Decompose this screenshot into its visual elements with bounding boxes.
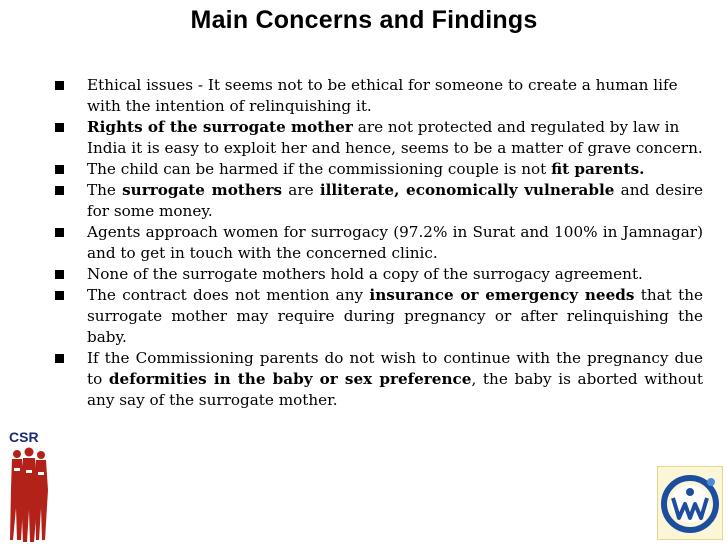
findings-list <box>55 75 703 411</box>
finding-bullet <box>55 348 703 411</box>
bullet-text: Agents approach women for surrogacy (97.2% in Surat and 100% in Jamnagar) and to get in touch with the concerned clinic. <box>87 223 703 262</box>
finding-bullet <box>55 159 703 180</box>
bullet-emphasis: Rights of the surrogate mother <box>87 118 353 136</box>
finding-bullet <box>55 117 703 159</box>
finding-bullet <box>55 75 703 117</box>
bullet-text: are <box>282 181 320 199</box>
bullet-emphasis: illiterate, economically vulnerable <box>319 181 615 199</box>
csr-logo-text: CSR <box>9 429 39 445</box>
finding-bullet <box>55 285 703 348</box>
bullet-text: that the surrogate mother may require during pregnancy or after relinquishing the baby. <box>87 286 703 346</box>
bullet-text: and desire for some money. <box>87 181 703 220</box>
bullet-text: The <box>87 181 123 199</box>
finding-bullet <box>55 222 703 264</box>
bullet-emphasis: surrogate mothers <box>122 181 283 199</box>
bullet-emphasis: insurance or emergency needs <box>369 286 635 304</box>
bullet-text: The child can be harmed if the commissioning couple is not <box>87 160 552 178</box>
bullet-text: are not protected and regulated by law in India it is easy to exploit her and hence, seems to be a matter of grave concern. <box>87 118 703 157</box>
csr-logo <box>7 428 51 544</box>
bullet-text: Ethical issues - It seems not to be ethical for someone to create a human life with the intention of relinquishing it. <box>87 76 678 115</box>
bullet-text: The contract does not mention any <box>87 286 370 304</box>
bullet-emphasis: fit parents. <box>551 160 645 178</box>
bullet-text: , the baby is aborted without any say of the surrogate mother. <box>87 370 703 409</box>
finding-bullet <box>55 180 703 222</box>
organization-logo <box>657 466 723 540</box>
bullet-text: None of the surrogate mothers hold a copy of the surrogacy agreement. <box>87 265 643 283</box>
slide-title: Main Concerns and Findings <box>190 6 538 34</box>
finding-bullet <box>55 264 703 285</box>
bullet-text: If the Commissioning parents do not wish to continue with the pregnancy due to <box>87 349 703 388</box>
bullet-emphasis: deformities in the baby or sex preference <box>108 370 472 388</box>
